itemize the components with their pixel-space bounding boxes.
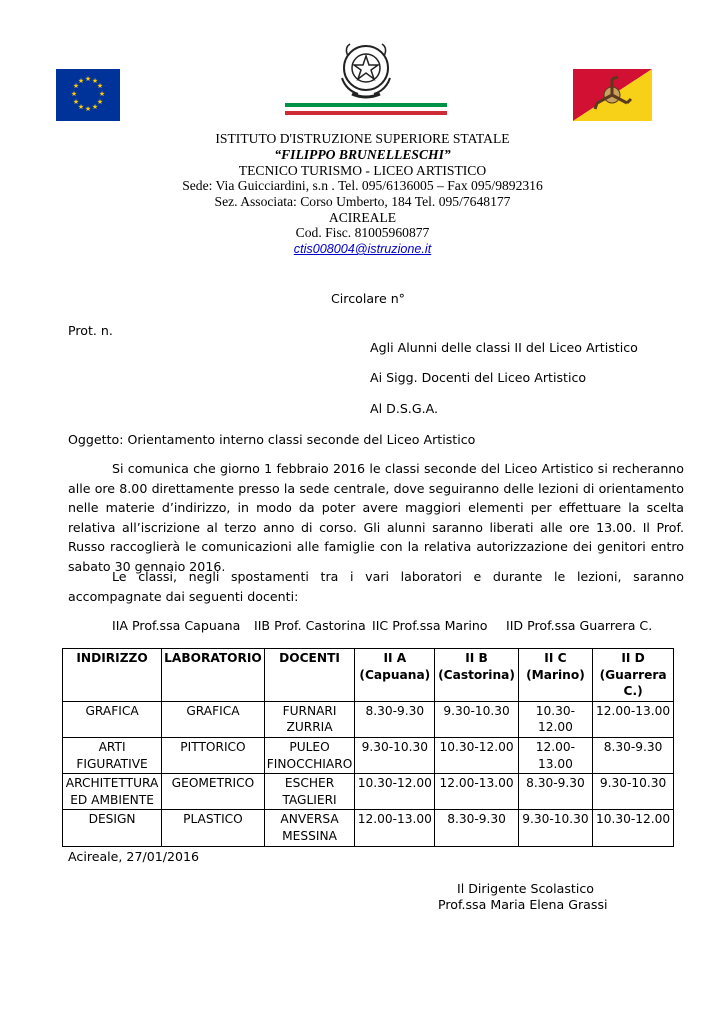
cell-time-2a: 8.30-9.30 [355,701,435,737]
class-teacher-2d: IID Prof.ssa Guarrera C. [506,618,653,633]
header-class-2d: II D (Guarrera C.) [593,649,674,702]
cell-time-2d: 8.30-9.30 [593,737,674,773]
cell-time-2a: 12.00-13.00 [355,810,435,846]
cell-time-2c: 12.00-13.00 [518,737,593,773]
svg-text:★: ★ [91,77,99,85]
header-class-2c: II C (Marino) [518,649,593,702]
school-programs: TECNICO TURISMO - LICEO ARTISTICO [238,163,487,178]
subject-line: Oggetto: Orientamento interno classi seconde del Liceo Artistico [68,432,476,447]
header-class-2a: II A (Capuana) [355,649,435,702]
cell-time-2b: 12.00-13.00 [435,774,518,810]
paragraph-teachers-intro [68,567,684,606]
recipient-dsga: Al D.S.G.A. [370,401,438,416]
table-row [63,810,674,846]
cell-time-2a: 9.30-10.30 [355,737,435,773]
cell-time-2b: 10.30-12.00 [435,737,518,773]
paragraph-announcement [68,459,684,577]
cell-laboratorio: GRAFICA [162,701,265,737]
paragraph-1-text: Si comunica che giorno 1 febbraio 2016 le classi seconde del Liceo Artistico si recheranno alle ore 8.00 direttamente presso la sede centrale, dove seguiranno delle lezioni di orientamento nelle materie d’indirizzo, in modo da poter avere maggiori elementi per effettuare la scelta relativa all’iscrizione al terzo anno di corso. Gli alunni saranno liberati alle ore 13.00. Il Prof. Russo raccoglierà le comunicazioni alle famiglie con la relativa autorizzazione dei genitori entro sabato 30 gennaio 2016. [68,461,684,574]
header-class-2b: II B (Castorina) [435,649,518,702]
cell-time-2d: 12.00-13.00 [593,701,674,737]
svg-text:★: ★ [91,103,99,111]
eu-flag-icon [56,69,120,121]
place-date: Acireale, 27/01/2016 [68,849,200,864]
cell-time-2a: 10.30-12.00 [355,774,435,810]
cell-time-2c: 10.30-12.00 [518,701,593,737]
header-indirizzo: INDIRIZZO [63,649,162,702]
signature-role: Il Dirigente Scolastico [457,881,594,896]
cell-laboratorio: GEOMETRICO [162,774,265,810]
header-laboratorio: LABORATORIO [162,649,265,702]
class-teacher-2a: IIA Prof.ssa Capuana [112,618,241,633]
cell-laboratorio: PITTORICO [162,737,265,773]
cell-docenti: FURNARI ZURRIA [264,701,355,737]
cell-indirizzo: ARTI FIGURATIVE [63,737,162,773]
cell-docenti: ESCHER TAGLIERI [264,774,355,810]
orientation-schedule-table [62,648,674,847]
svg-text:★: ★ [77,103,85,111]
svg-text:★: ★ [72,82,80,90]
paragraph-2-text: Le classi, negli spostamenti tra i vari laboratori e durante le lezioni, saranno accompagnate dai seguenti docenti: [68,569,684,604]
cell-time-2c: 8.30-9.30 [518,774,593,810]
recipient-students: Agli Alunni delle classi II del Liceo Artistico [370,340,638,355]
table-row [63,737,674,773]
svg-text:★: ★ [96,82,104,90]
email-link[interactable]: ctis008004@istruzione.it [293,242,432,256]
circolare-number: Circolare n° [331,291,405,306]
svg-text:★: ★ [96,98,104,106]
tax-code: Cod. Fisc. 81005960877 [295,225,430,240]
sicily-flag-icon [573,69,652,121]
class-teacher-2b: IIB Prof. Castorina [254,618,366,633]
institute-title: ISTITUTO D'ISTRUZIONE SUPERIORE STATALE [215,131,510,146]
signature-name: Prof.ssa Maria Elena Grassi [438,897,608,912]
table-header-row [63,649,674,702]
branch-address: Sez. Associata: Corso Umberto, 184 Tel. 095/7648177 [214,194,511,209]
italian-tricolor-divider [285,103,447,115]
svg-text:★: ★ [98,90,106,98]
cell-indirizzo: ARCHITETTURA ED AMBIENTE [63,774,162,810]
svg-text:★: ★ [77,77,85,85]
svg-text:★: ★ [72,98,80,106]
cell-time-2d: 10.30-12.00 [593,810,674,846]
school-name: “FILIPPO BRUNELLESCHI” [274,147,451,162]
city-name: ACIREALE [328,210,397,225]
table-row [63,701,674,737]
cell-docenti: ANVERSA MESSINA [264,810,355,846]
class-teacher-2c: IIC Prof.ssa Marino [372,618,488,633]
svg-text:★: ★ [84,75,92,83]
main-office-address: Sede: Via Guicciardini, s.n . Tel. 095/6136005 – Fax 095/9892316 [182,178,543,193]
cell-time-2c: 9.30-10.30 [518,810,593,846]
cell-docenti: PULEO FINOCCHIARO [264,737,355,773]
cell-time-2b: 9.30-10.30 [435,701,518,737]
cell-time-2d: 9.30-10.30 [593,774,674,810]
cell-laboratorio: PLASTICO [162,810,265,846]
table-row [63,774,674,810]
cell-indirizzo: DESIGN [63,810,162,846]
protocol-number: Prot. n. [68,323,113,338]
header-docenti: DOCENTI [264,649,355,702]
svg-text:★: ★ [70,90,78,98]
svg-text:★: ★ [84,105,92,113]
cell-indirizzo: GRAFICA [63,701,162,737]
recipient-teachers: Ai Sigg. Docenti del Liceo Artistico [370,370,587,385]
cell-time-2b: 8.30-9.30 [435,810,518,846]
italian-republic-emblem-icon [334,38,398,102]
